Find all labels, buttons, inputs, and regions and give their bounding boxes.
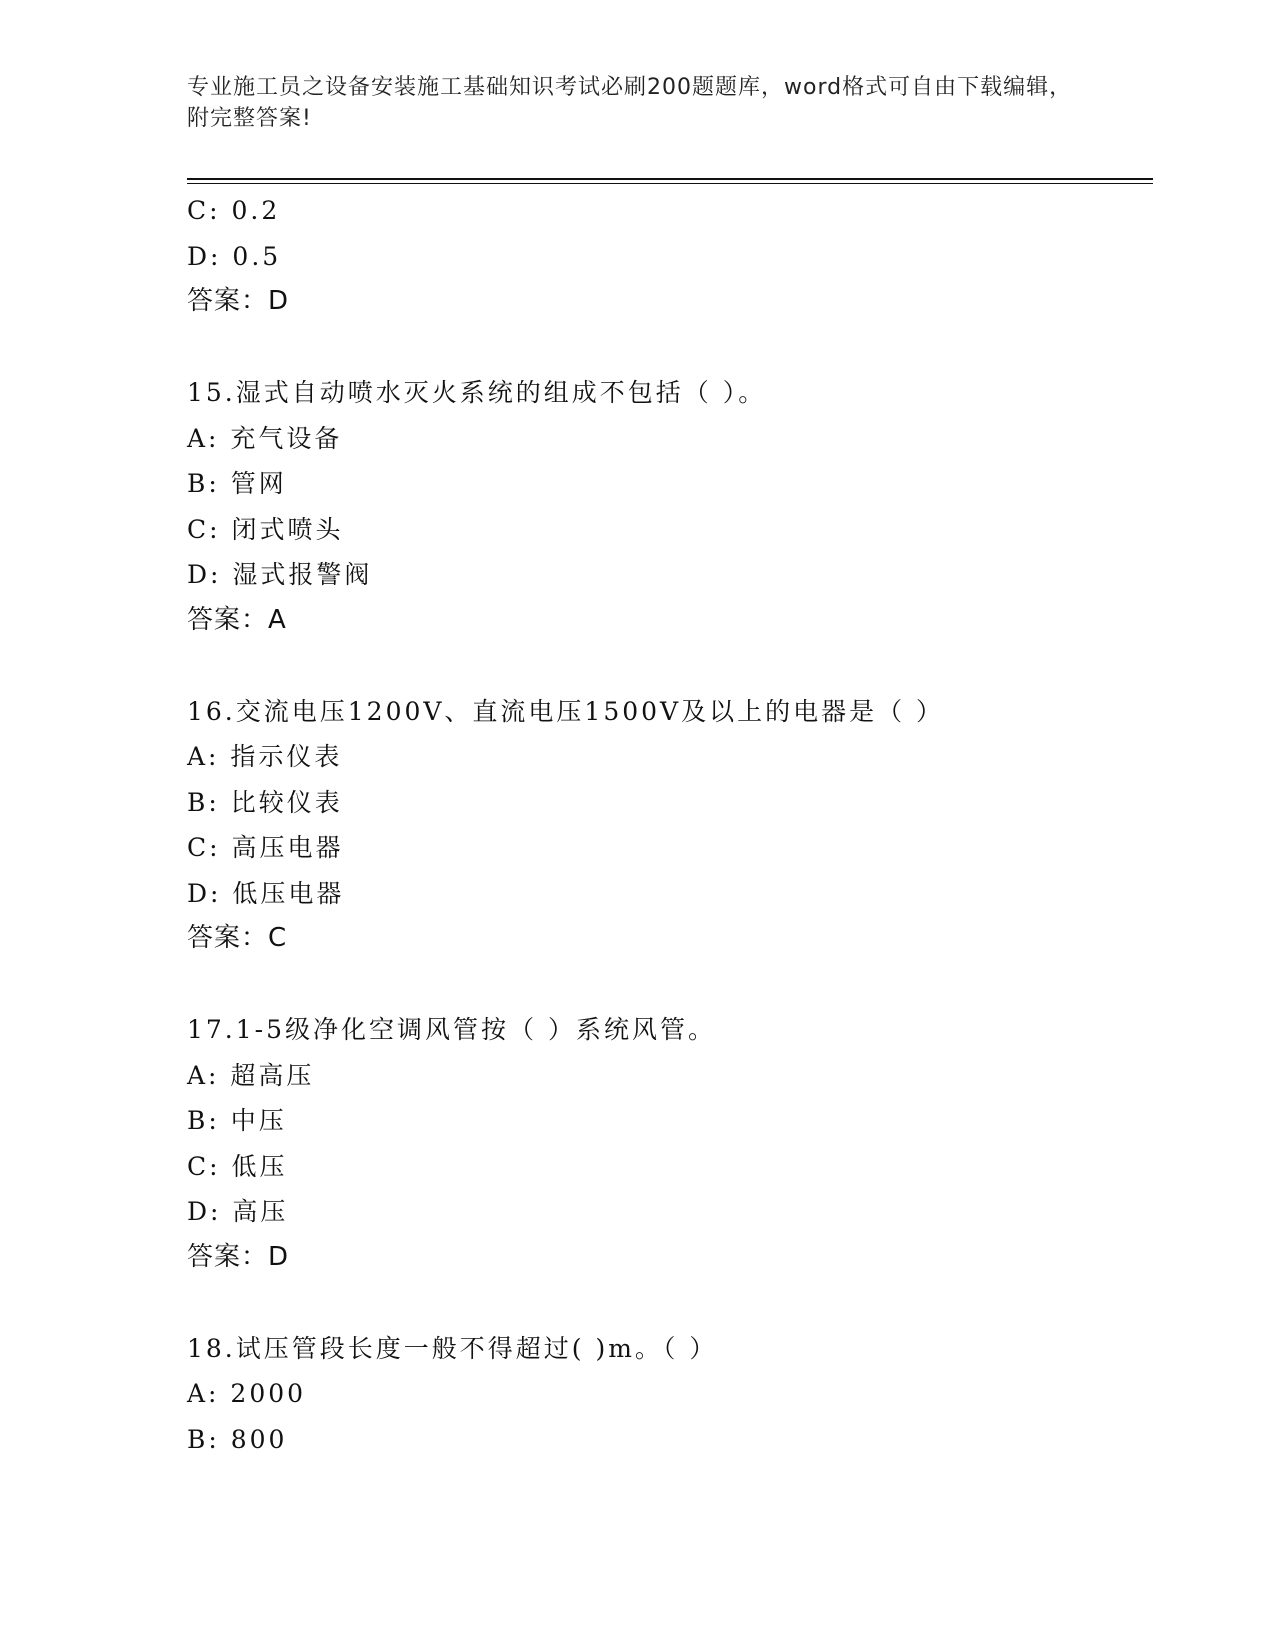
question-stem: 17.1-5级净化空调风管按（ ）系统风管。 — [187, 1015, 716, 1044]
option-a: A: 超高压 — [187, 1060, 315, 1090]
question-17 — [187, 1007, 1153, 1280]
spacer — [187, 325, 1153, 371]
option-c: C: 高压电器 — [187, 833, 344, 862]
spacer — [187, 962, 1153, 1008]
question-stem: 18.试压管段长度一般不得超过( )m。（ ） — [187, 1333, 718, 1363]
answer-line: 答案：D — [187, 286, 290, 316]
spacer — [187, 643, 1153, 689]
option-b: B: 800 — [187, 1424, 288, 1454]
header-divider-thin — [187, 183, 1153, 184]
spacer — [187, 1280, 1153, 1326]
option-b: B: 中压 — [187, 1106, 287, 1135]
header-title: 专业施工员之设备安装施工基础知识考试必刷200题题库，word格式可自由下载编辑，附完整答案! — [187, 75, 1073, 131]
option-a: A: 充气设备 — [187, 423, 343, 453]
question-stem: 16.交流电压1200V、直流电压1500V及以上的电器是（ ） — [187, 696, 945, 726]
option-a: A: 2000 — [187, 1379, 307, 1408]
option-d: D: 低压电器 — [187, 878, 345, 908]
option-d: D: 湿式报警阀 — [187, 560, 373, 589]
option-d: D: 0.5 — [187, 241, 282, 271]
answer-line: 答案：A — [187, 604, 287, 635]
question-15 — [187, 370, 1153, 643]
option-b: B: 管网 — [187, 469, 287, 498]
option-a: A: 指示仪表 — [187, 742, 343, 771]
question-14-remainder — [187, 188, 1153, 325]
page-header — [187, 72, 1087, 134]
question-16 — [187, 689, 1153, 962]
question-list — [187, 188, 1153, 1462]
header-divider — [187, 178, 1153, 180]
option-c: C: 闭式喷头 — [187, 514, 344, 544]
question-18 — [187, 1326, 1153, 1463]
answer-line: 答案：D — [187, 1241, 290, 1272]
option-c: C: 低压 — [187, 1151, 288, 1181]
option-d: D: 高压 — [187, 1197, 289, 1226]
answer-line: 答案：C — [187, 923, 288, 953]
question-stem: 15.湿式自动喷水灭火系统的组成不包括（ ）。 — [187, 378, 767, 407]
option-c: C: 0.2 — [187, 196, 281, 225]
option-b: B: 比较仪表 — [187, 787, 343, 817]
